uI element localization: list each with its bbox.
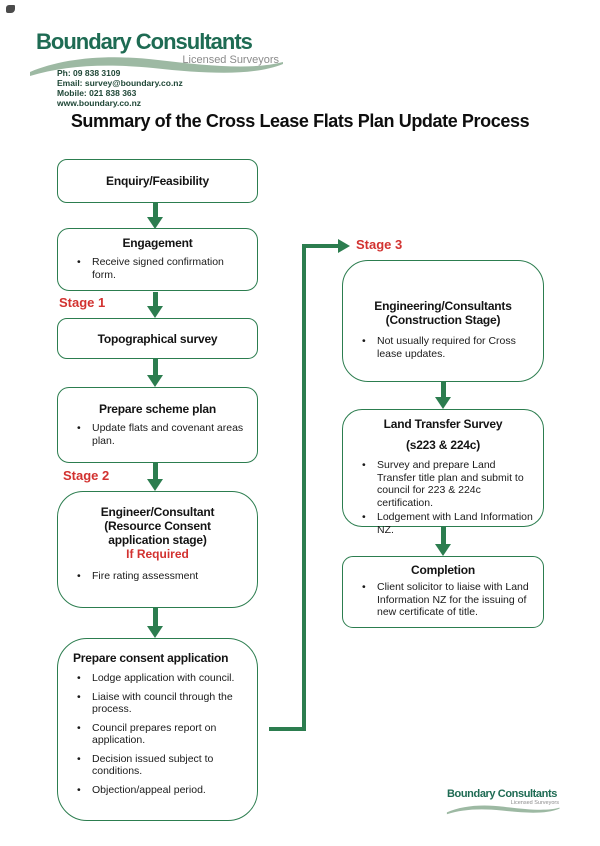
arrow-shaft bbox=[153, 359, 158, 375]
flow-arrow-down bbox=[147, 292, 163, 318]
flow-arrow-down bbox=[435, 527, 451, 556]
flow-box-engineer-consultant bbox=[57, 491, 258, 608]
box-title: Engagement bbox=[122, 236, 193, 250]
box-bullet: • Lodge application with council. bbox=[58, 672, 257, 685]
box-title-line: (Resource Consent bbox=[104, 519, 211, 533]
box-bullet: • Council prepares report on application. bbox=[58, 722, 257, 747]
arrow-shaft bbox=[153, 608, 158, 626]
flow-box-topographical-survey bbox=[57, 318, 258, 359]
box-bullet: • Fire rating assessment bbox=[58, 570, 257, 583]
stage3-arrow-head-icon bbox=[338, 239, 350, 253]
page-title: Summary of the Cross Lease Flats Plan Update Process bbox=[70, 111, 530, 131]
box-title-line: (s223 & 224c) bbox=[405, 438, 481, 452]
box-title-line: Engineer/Consultant bbox=[100, 505, 215, 519]
contact-phone: Ph: 09 838 3109 bbox=[57, 68, 121, 78]
arrow-head-icon bbox=[147, 626, 163, 638]
box-title: Prepare consent application bbox=[73, 651, 229, 665]
box-bullet: • Liaise with council through the process. bbox=[58, 691, 257, 716]
footer-logo-tagline: Licensed Surveyors bbox=[510, 800, 559, 806]
box-title: Topographical survey bbox=[97, 331, 218, 346]
arrow-shaft bbox=[153, 463, 158, 479]
footer-logo-swoosh-icon bbox=[446, 803, 560, 817]
arrow-shaft bbox=[153, 203, 158, 217]
arrow-shaft bbox=[441, 527, 446, 544]
contact-mobile: Mobile: 021 838 363 bbox=[57, 88, 137, 98]
box-title-line: Land Transfer Survey bbox=[383, 417, 503, 431]
arrow-head-icon bbox=[147, 306, 163, 318]
stage-2-label: Stage 2 bbox=[63, 468, 110, 483]
footer-logo-name: Boundary Consultants bbox=[447, 788, 557, 800]
flow-box-engagement bbox=[57, 228, 258, 291]
box-bullet: • Not usually required for Cross lease updates. bbox=[343, 335, 543, 360]
flow-box-completion bbox=[342, 556, 544, 628]
box-title-line: (Construction Stage) bbox=[385, 313, 501, 327]
box-title: Enquiry/Feasibility bbox=[106, 174, 209, 188]
flow-arrow-down bbox=[147, 463, 163, 491]
arrow-shaft bbox=[441, 382, 446, 397]
stage3-connector-top bbox=[302, 244, 340, 248]
flow-box-enquiry-feasibility bbox=[57, 159, 258, 203]
company-logo-tagline: Licensed Surveyors bbox=[182, 54, 279, 66]
stage-1-label: Stage 1 bbox=[59, 295, 106, 310]
if-required-label: If Required bbox=[126, 547, 189, 561]
box-bullet: • Objection/appeal period. bbox=[58, 784, 257, 797]
flow-box-prepare-scheme-plan bbox=[57, 387, 258, 463]
arrow-head-icon bbox=[147, 375, 163, 387]
arrow-head-icon bbox=[435, 397, 451, 409]
flow-box-land-transfer-survey bbox=[342, 409, 544, 536]
box-bullet: • Lodgement with Land Information NZ. bbox=[343, 511, 543, 536]
stage3-connector-bottom bbox=[269, 727, 306, 731]
box-bullet: • Receive signed confirmation form. bbox=[58, 256, 257, 281]
flow-arrow-down bbox=[147, 203, 163, 229]
contact-website: www.boundary.co.nz bbox=[57, 98, 142, 108]
box-title: Prepare scheme plan bbox=[99, 402, 216, 416]
box-bullet: • Decision issued subject to conditions. bbox=[58, 753, 257, 778]
flow-arrow-down bbox=[147, 359, 163, 387]
arrow-head-icon bbox=[435, 544, 451, 556]
contact-email: Email: survey@boundary.co.nz bbox=[57, 78, 183, 88]
box-bullet: • Survey and prepare Land Transfer title plan and submit to council for 223 & 224c certification. bbox=[343, 459, 543, 509]
arrow-shaft bbox=[153, 292, 158, 306]
box-title-line: Engineering/Consultants bbox=[374, 299, 512, 313]
stage3-connector-vertical bbox=[302, 244, 306, 731]
box-title: Completion bbox=[411, 563, 475, 577]
contact-block bbox=[57, 68, 183, 108]
box-bullet: • Update flats and covenant areas plan. bbox=[58, 422, 257, 447]
flow-arrow-down bbox=[147, 608, 163, 638]
corner-mark bbox=[6, 5, 15, 13]
company-logo-name: Boundary Consultants bbox=[36, 29, 252, 54]
flow-box-prepare-consent-application bbox=[57, 638, 258, 821]
box-bullet: • Client solicitor to liaise with Land Information NZ for the issuing of new certificate of title. bbox=[343, 581, 543, 619]
flow-box-engineering-consultants bbox=[342, 260, 544, 382]
arrow-head-icon bbox=[147, 479, 163, 491]
stage-3-label: Stage 3 bbox=[356, 237, 403, 252]
box-title-line: application stage) bbox=[108, 533, 207, 547]
flow-arrow-down bbox=[435, 382, 451, 409]
